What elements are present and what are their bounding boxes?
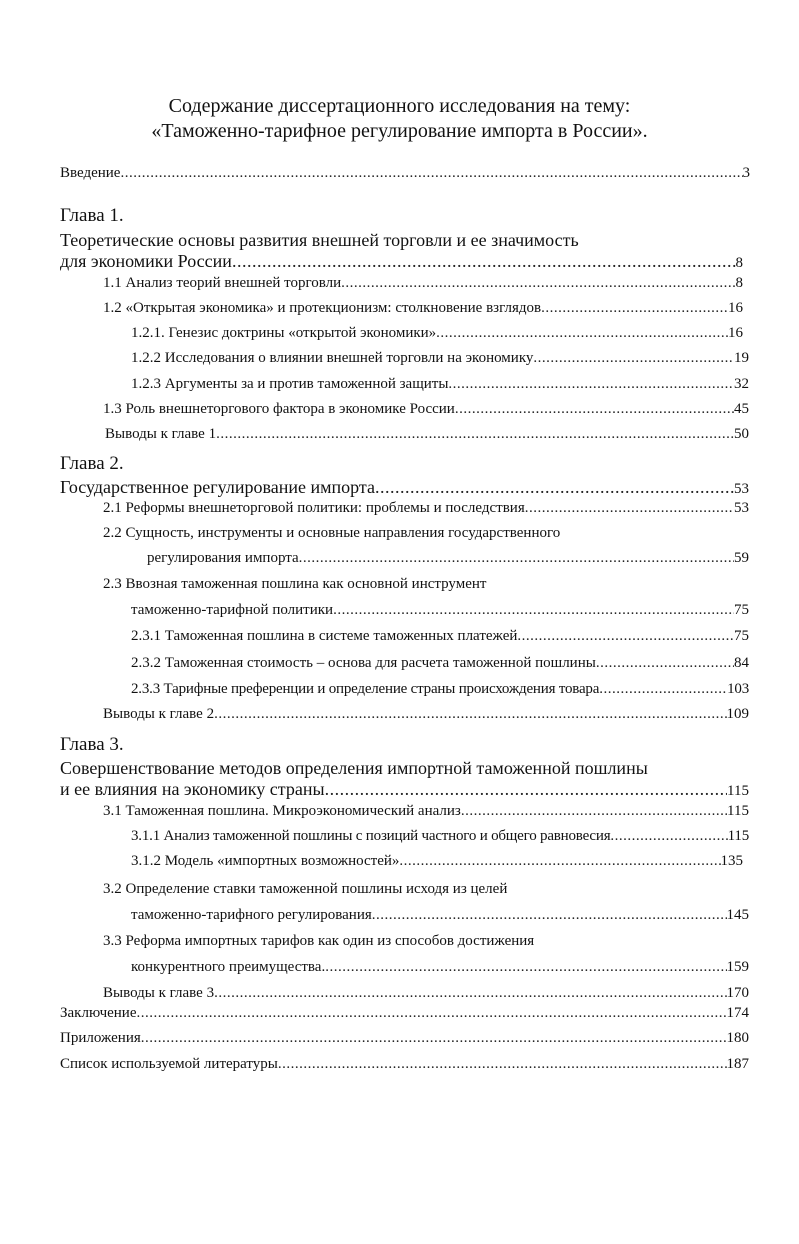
toc-entry-page: 180: [726, 1030, 749, 1046]
toc-leader-dots: [214, 706, 726, 723]
toc-entry-2-3-3[interactable]: [131, 681, 749, 698]
toc-entry-page: 8: [735, 275, 743, 291]
toc-entry-2-3-1[interactable]: [131, 628, 749, 645]
toc-leader-dots: [399, 853, 720, 870]
toc-leader-dots: [599, 681, 727, 698]
toc-leader-dots: [333, 602, 734, 619]
toc-entry-page: 16: [728, 300, 743, 316]
toc-entry-1-2-1[interactable]: [131, 325, 743, 342]
toc-entry-ch1-conclusions[interactable]: [105, 426, 749, 443]
toc-entry-page: 53: [734, 500, 749, 516]
toc-leader-dots: [610, 828, 727, 845]
toc-entry-page: 3: [742, 165, 750, 181]
toc-entry-bibliography[interactable]: [60, 1056, 749, 1073]
toc-entry-label: 1.2 «Открытая экономика» и протекционизм: столкновение взглядов: [103, 300, 542, 316]
toc-leader-dots: [372, 907, 727, 924]
toc-entry-3-3-line-1: 3.3 Реформа импортных тарифов как один из способов достижения: [103, 933, 535, 949]
toc-entry-3-1-1[interactable]: [131, 828, 749, 845]
toc-entry-label: Выводы к главе 2: [103, 706, 215, 722]
toc-leader-dots: [278, 1056, 727, 1073]
toc-entry-ch2-conclusions[interactable]: [103, 706, 749, 723]
toc-leader-dots: [141, 1030, 727, 1047]
chapter-2-heading: Глава 2.: [60, 453, 124, 474]
toc-entry-conclusion[interactable]: [60, 1005, 749, 1022]
toc-leader-dots: [541, 300, 728, 317]
toc-entry-label: 2.3.2 Таможенная стоимость – основа для расчета таможенной пошлины: [131, 655, 596, 671]
toc-entry-2-2[interactable]: [147, 550, 749, 567]
toc-entry-label: 3.1 Таможенная пошлина. Микроэкономический анализ: [103, 803, 461, 819]
toc-leader-dots: [214, 985, 726, 1002]
toc-leader-dots: [455, 401, 734, 418]
toc-entry-page: 187: [726, 1056, 749, 1072]
toc-entry-page: 50: [734, 426, 749, 442]
toc-leader-dots: [596, 655, 734, 672]
toc-entry-ch3-conclusions[interactable]: [103, 985, 749, 1002]
toc-leader-dots: [299, 550, 734, 567]
toc-leader-dots: [461, 803, 727, 820]
toc-entry-page: 59: [734, 550, 749, 566]
toc-entry-label: Приложения: [60, 1030, 141, 1046]
toc-entry-label: 2.1 Реформы внешнеторговой политики: проблемы и последствия: [103, 500, 525, 516]
toc-entry-label: Государственное регулирование импорта: [60, 477, 375, 497]
toc-entry-page: 174: [726, 1005, 749, 1021]
toc-entry-chapter-2[interactable]: [60, 477, 749, 498]
toc-entry-label: конкурентного преимущества.: [131, 959, 326, 975]
toc-entry-page: 159: [726, 959, 749, 975]
toc-entry-page: 145: [726, 907, 749, 923]
toc-entry-label: 2.3.3 Тарифные преференции и определение страны происхождения товара: [131, 681, 600, 697]
toc-leader-dots: [216, 426, 734, 443]
toc-leader-dots: [448, 376, 734, 393]
toc-entry-2-1[interactable]: [103, 500, 749, 517]
toc-entry-page: 103: [727, 681, 749, 697]
toc-entry-label: 1.2.1. Генезис доктрины «открытой экономики»: [131, 325, 437, 341]
chapter-3-heading: Глава 3.: [60, 734, 124, 755]
toc-entry-label: 1.2.2 Исследования о влиянии внешней торговли на экономику: [131, 350, 534, 366]
chapter-1-title-line-1: Теоретические основы развития внешней торговли и ее значимость: [60, 230, 579, 250]
toc-entry-page: 16: [728, 325, 743, 341]
toc-entry-page: 115: [727, 783, 749, 799]
toc-leader-dots: [137, 1005, 727, 1022]
toc-entry-page: 19: [734, 350, 749, 366]
toc-entry-label: Список используемой литературы: [60, 1056, 278, 1072]
toc-entry-2-3[interactable]: [131, 602, 749, 619]
toc-entry-label: 2.3.1 Таможенная пошлина в системе таможенных платежей: [131, 628, 518, 644]
toc-entry-page: 75: [734, 628, 749, 644]
toc-leader-dots: [325, 959, 726, 976]
page-title-line-2: «Таможенно-тарифное регулирование импорта в России».: [151, 120, 648, 142]
toc-entry-2-3-2[interactable]: [131, 655, 749, 672]
toc-leader-dots: [120, 165, 742, 182]
toc-entry-page: 109: [726, 706, 749, 722]
toc-entry-2-3-line-1: 2.3 Ввозная таможенная пошлина как основной инструмент: [103, 576, 487, 592]
toc-entry-label: таможенно-тарифной политики: [131, 602, 334, 618]
toc-entry-label: таможенно-тарифного регулирования: [131, 907, 372, 923]
toc-entry-page: 84: [734, 655, 749, 671]
toc-entry-intro[interactable]: [60, 165, 750, 182]
toc-leader-dots: [525, 500, 734, 517]
toc-leader-dots: [232, 251, 736, 272]
toc-entry-page: 170: [726, 985, 749, 1001]
toc-entry-label: 1.3 Роль внешнеторгового фактора в экономике России: [103, 401, 455, 417]
toc-entry-chapter-3[interactable]: [60, 779, 749, 800]
toc-entry-1-3[interactable]: [103, 401, 749, 418]
toc-entry-label: 3.1.1 Анализ таможенной пошлины с позиций частного и общего равновесия: [131, 828, 611, 844]
toc-entry-label: 1.1 Анализ теорий внешней торговли: [103, 275, 342, 291]
toc-entry-page: 75: [734, 602, 749, 618]
toc-entry-1-2-2[interactable]: [131, 350, 749, 367]
toc-leader-dots: [325, 779, 727, 800]
toc-entry-page: 53: [734, 481, 749, 497]
page-title-line-1: Содержание диссертационного исследования на тему:: [168, 95, 631, 117]
toc-entry-page: 115: [727, 803, 749, 819]
toc-entry-1-1[interactable]: [103, 275, 743, 292]
toc-entry-label: 1.2.3 Аргументы за и против таможенной защиты: [131, 376, 449, 392]
toc-entry-label: регулирования импорта: [147, 550, 299, 566]
toc-entry-1-2-3[interactable]: [131, 376, 749, 393]
toc-entry-page: 32: [734, 376, 749, 392]
toc-entry-3-2-line-1: 3.2 Определение ставки таможенной пошлины исходя из целей: [103, 881, 508, 897]
toc-entry-page: 115: [727, 828, 749, 844]
chapter-3-title-line-1: Совершенствование методов определения импортной таможенной пошлины: [60, 758, 648, 778]
toc-entry-label: и ее влияния на экономику страны: [60, 779, 325, 799]
toc-leader-dots: [517, 628, 734, 645]
toc-entry-3-1-2[interactable]: [131, 853, 743, 870]
toc-entry-1-2[interactable]: [103, 300, 743, 317]
toc-leader-dots: [375, 477, 734, 498]
chapter-1-heading: Глава 1.: [60, 205, 124, 226]
toc-entry-appendices[interactable]: [60, 1030, 749, 1047]
toc-entry-2-2-line-1: 2.2 Сущность, инструменты и основные направления государственного: [103, 525, 561, 541]
toc-entry-label: для экономики России: [60, 251, 232, 271]
toc-entry-label: Выводы к главе 1: [105, 426, 217, 442]
toc-entry-page: 8: [735, 255, 743, 271]
toc-entry-3-1[interactable]: [103, 803, 749, 820]
toc-entry-chapter-1[interactable]: [60, 251, 743, 272]
toc-entry-3-2[interactable]: [131, 907, 749, 924]
toc-leader-dots: [533, 350, 734, 367]
toc-entry-page: 135: [720, 853, 743, 869]
toc-leader-dots: [436, 325, 728, 342]
toc-entry-label: Заключение: [60, 1005, 137, 1021]
toc-entry-3-3[interactable]: [131, 959, 749, 976]
toc-entry-page: 45: [734, 401, 749, 417]
toc-entry-label: Выводы к главе 3: [103, 985, 215, 1001]
toc-entry-label: Введение: [60, 165, 121, 181]
toc-leader-dots: [341, 275, 735, 292]
toc-entry-label: 3.1.2 Модель «импортных возможностей»: [131, 853, 400, 869]
